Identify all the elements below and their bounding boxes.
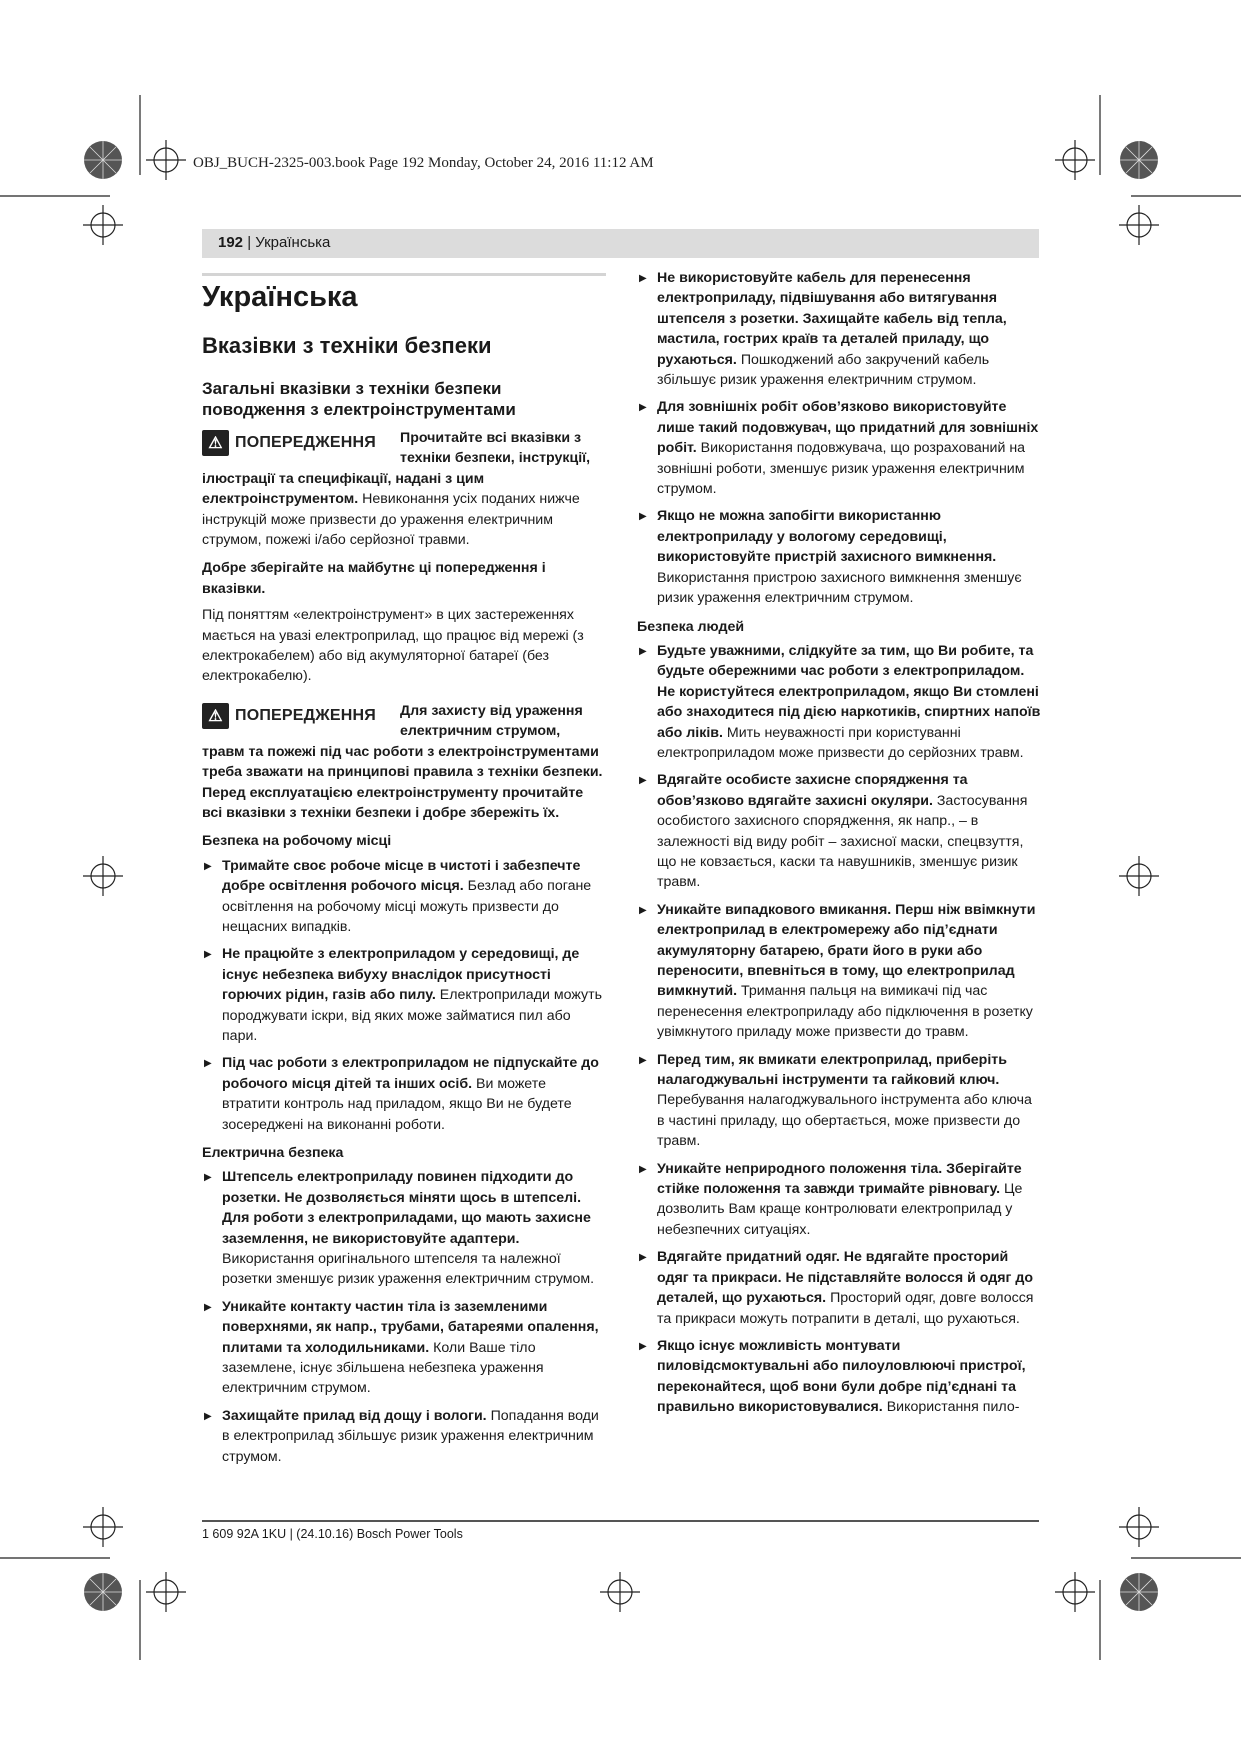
- warning-badge: ⚠ ПОПЕРЕДЖЕННЯ: [202, 703, 390, 729]
- header-language: Українська: [255, 234, 331, 251]
- list-item: ▶ Захищайте прилад від дощу і вологи. Попадання води в електроприлад збільшує ризик ураження електричним струмом.: [202, 1406, 606, 1467]
- workplace-list: [202, 856, 606, 1135]
- workplace-heading: Безпека на робочому місці: [202, 833, 392, 850]
- chapter-heading: Вказівки з техніки безпеки: [202, 333, 492, 358]
- list-item: ▶ Уникайте випадкового вмикання. Перш ніж ввімкнути електроприлад в електромережу або під’єднати акумуляторну батарею, брати його в руки або переносити, впевніться в тому, що електроприлад вимкнутий. Тримання пальця на вимикачі під час перенесення електроприладу або підключення в розетку увімкнутого приладу може призвести до травм.: [637, 900, 1041, 1043]
- list-item: ▶ Перед тим, як вмикати електроприлад, приберіть налагоджувальні інструменти та гайковий ключ. Перебування налагоджувального інструмента або ключа в частині приладу, що обертається, може призвести до травм.: [637, 1050, 1041, 1152]
- list-item: ▶ Вдягайте придатний одяг. Не вдягайте просторий одяг та прикраси. Не підставляйте волосся й одяг до деталей, що рухаються. Просторий одяг, довге волосся та прикраси можуть потрапити в деталі, що рухаються.: [637, 1247, 1041, 1329]
- left-column: [202, 268, 606, 1474]
- section-heading: Загальні вказівки з техніки безпеки поводження з електроінструментами: [202, 379, 516, 419]
- list-item: ▶ Вдягайте особисте захисне спорядження та обов’язково вдягайте захисні окуляри. Застосування особистого захисного спорядження, як напр., – в залежності від виду робіт – захисної маски, спецвзуття, що не ковзається, каски та навушників, зменшує ризик травм.: [637, 770, 1041, 892]
- warning-badge: ⚠ ПОПЕРЕДЖЕННЯ: [202, 430, 390, 456]
- header-separator: |: [243, 234, 256, 251]
- running-header: [218, 234, 330, 251]
- electrical-heading: Електрична безпека: [202, 1145, 344, 1161]
- footer-text: 1 609 92A 1KU | (24.10.16) Bosch Power Tools: [202, 1527, 463, 1541]
- list-item: ▶ Не використовуйте кабель для перенесення електроприладу, підвішування або витягування штепселя з розетки. Захищайте кабель від тепла, мастила, гострих країв та деталей приладу, що рухаються. Пошкоджений або закручений кабель збільшує ризик ураження електричним струмом.: [637, 268, 1041, 390]
- page-title: Українська: [202, 281, 358, 313]
- list-item: ▶ Якщо існує можливість монтувати пиловідсмоктувальні або пилоуловлюючі пристрої, переконайтеся, щоб вони були добре під’єднані та правильно використовувалися. Використання пило-: [637, 1336, 1041, 1418]
- print-slug: OBJ_BUCH-2325-003.book Page 192 Monday, October 24, 2016 11:12 AM: [193, 155, 654, 171]
- warning-block-1: ⚠ ПОПЕРЕДЖЕННЯ Прочитайте всі вказівки з техніки безпеки, інструкції, ілюстрації та специфікації, надані з цим електроінструментом. Невиконання усіх поданих нижче інструкцій може призвести до ураження електричним струмом, пожежі і/або серйозної травми.: [202, 430, 591, 549]
- electrical-list-continued: [637, 268, 1041, 609]
- list-item: ▶ Не працюйте з електроприладом у середовищі, де існує небезпека вибуху внаслідок присутності горючих рідин, газів або пилу. Електроприлади можуть породжувати іскри, від яких може займатися пил або пари.: [202, 944, 606, 1046]
- warning-triangle-icon: ⚠: [202, 430, 229, 456]
- list-item: ▶ Для зовнішніх робіт обов’язково використовуйте лише такий подовжувач, що придатний для зовнішніх робіт. Використання подовжувача, що розрахований на зовнішні роботи, зменшує ризик ураження електричним струмом.: [637, 397, 1041, 499]
- page-number: 192: [218, 234, 244, 251]
- definition-paragraph: Під поняттям «електроінструмент» в цих застереженнях мається на увазі електроприлад, що працює від мережі (з електрокабелем) або від акумуляторної батареї (без електрокабелю).: [202, 607, 584, 685]
- keep-instructions-note: Добре зберігайте на майбутнє ці попередження і вказівки.: [202, 560, 546, 597]
- list-item: ▶ Уникайте контакту частин тіла із заземленими поверхнями, як напр., трубами, батареями опалення, плитами та холодильниками. Коли Ваше тіло заземлене, існує збільшена небезпека ураження електричним струмом.: [202, 1297, 606, 1399]
- list-item: ▶ Уникайте неприродного положення тіла. Зберігайте стійке положення та завжди тримайте рівновагу. Це дозволить Вам краще контролювати електроприлад у небезпечних ситуаціях.: [637, 1159, 1041, 1241]
- right-column: [637, 268, 1041, 1425]
- electrical-list: [202, 1167, 606, 1467]
- personal-safety-heading: Безпека людей: [637, 618, 745, 635]
- list-item: ▶ Якщо не можна запобігти використанню електроприладу у вологому середовищі, використовуйте пристрій захисного вимкнення. Використання пристрою захисного вимкнення зменшує ризик ураження електричним струмом.: [637, 506, 1041, 608]
- personal-safety-list: [637, 641, 1041, 1418]
- warning-triangle-icon: ⚠: [202, 703, 229, 729]
- list-item: ▶ Тримайте своє робоче місце в чистоті і забезпечте добре освітлення робочого місця. Безлад або погане освітлення на робочому місці можуть призвести до нещасних випадків.: [202, 856, 606, 938]
- warning-block-2: ⚠ ПОПЕРЕДЖЕННЯ Для захисту від ураження електричним струмом, травм та пожежі під час роботи з електроінструментами треба зважати на принципові правила з техніки безпеки. Перед експлуатацією електроінструменту прочитайте всі вказівки з техніки безпеки і добре збережіть їх.: [202, 702, 603, 821]
- list-item: ▶ Під час роботи з електроприладом не підпускайте до робочого місця дітей та інших осіб. Ви можете втратити контроль над приладом, якщо Ви не будете зосереджені на виконанні роботи.: [202, 1053, 606, 1135]
- footer-rule: [202, 1520, 1039, 1522]
- list-item: ▶ Штепсель електроприладу повинен підходити до розетки. Не дозволяється міняти щось в штепселі. Для роботи з електроприладами, що мають захисне заземлення, не використовуйте адаптери. Використання оригінального штепселя та належної розетки зменшує ризик ураження електричним струмом.: [202, 1167, 606, 1289]
- list-item: ▶ Будьте уважними, слідкуйте за тим, що Ви робите, та будьте обережними час роботи з електроприладом. Не користуйтеся електроприладом, якщо Ви стомлені або знаходитеся під дією наркотиків, спиртних напоїв або ліків. Мить неуважності при користуванні електроприладом може призвести до серйозних травм.: [637, 641, 1041, 763]
